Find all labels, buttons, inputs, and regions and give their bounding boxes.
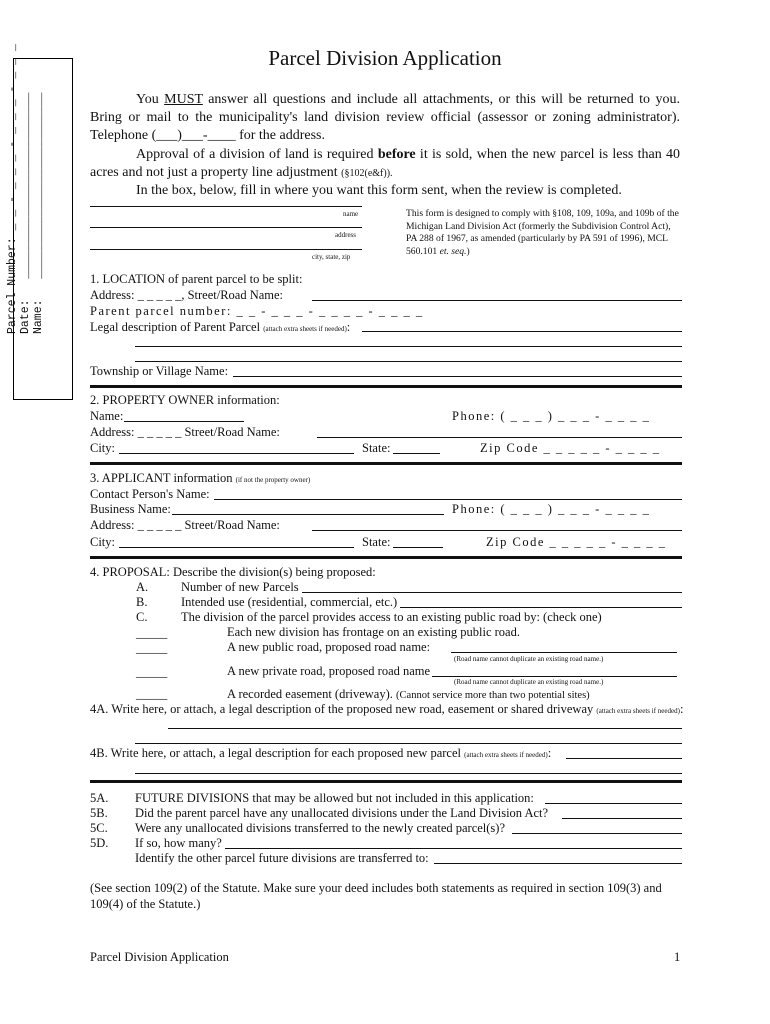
option-easement-label: A recorded easement (driveway). (Cannot service more than two potential sites) bbox=[227, 687, 590, 701]
item-a-letter: A. bbox=[136, 580, 149, 594]
item-c-letter: C. bbox=[136, 610, 148, 624]
5b-label: Did the parent parcel have any unallocated divisions under the Land Division Act? bbox=[135, 806, 549, 820]
public-road-note: (Road name cannot duplicate an existing road name.) bbox=[454, 655, 604, 663]
applicant-state-field[interactable] bbox=[393, 547, 443, 548]
address-label: address bbox=[335, 231, 356, 239]
5a-field[interactable] bbox=[545, 803, 682, 804]
private-road-note: (Road name cannot duplicate an existing road name.) bbox=[454, 678, 604, 686]
5a-number: 5A. bbox=[90, 791, 109, 805]
compliance-note: This form is designed to comply with §108, 109, 109a, and 109b of the Michigan Land Division Act (formerly the Subdivision Control Act), PA 288 of 1967, as amended (particularly by PA 591 of 1996), MCL 560.101 et. seq.) bbox=[406, 208, 679, 257]
footer-label: Parcel Division Application bbox=[90, 950, 229, 964]
intro-paragraph-2: Approval of a division of land is required before it is sold, when the new parcel is less than 40 acres and not just a property line adjustment (§102(e&f)). bbox=[90, 147, 681, 180]
item-c-label: The division of the parcel provides access to an existing public road by: (check one) bbox=[181, 610, 602, 624]
name-field[interactable] bbox=[90, 206, 362, 207]
item-a-label: Number of new Parcels bbox=[181, 580, 299, 594]
business-label: Business Name: bbox=[90, 502, 171, 516]
section-4a-label: 4A. Write here, or attach, a legal description of the proposed new road, easement or shared driveway (attach extra sheets if needed): bbox=[90, 702, 684, 716]
section2-heading: 2. PROPERTY OWNER information: bbox=[90, 393, 280, 407]
applicant-zip[interactable]: Zip Code _ _ _ _ _ - _ _ _ _ bbox=[486, 535, 667, 549]
address-field[interactable] bbox=[90, 227, 362, 228]
owner-name-field[interactable] bbox=[124, 421, 244, 422]
section1-street-field[interactable] bbox=[312, 300, 682, 301]
transferred-to-label: Identify the other parcel future divisions are transferred to: bbox=[135, 851, 429, 865]
public-road-name-field[interactable] bbox=[451, 652, 677, 653]
private-road-name-field[interactable] bbox=[432, 676, 677, 677]
owner-phone[interactable]: Phone: ( _ _ _ ) _ _ _ - _ _ _ _ bbox=[452, 409, 651, 423]
business-field[interactable] bbox=[172, 514, 444, 515]
parcel-number-line[interactable]: Parcel Number: _ _ - _ _ _ - _ _ _ - _ _ _ bbox=[6, 44, 19, 334]
statute-note: (See section 109(2) of the Statute. Make sure your deed includes both statements as required in section 109(3) and 109(4) of the Statute.) bbox=[90, 881, 662, 911]
5b-number: 5B. bbox=[90, 806, 108, 820]
checkbox-frontage[interactable]: _____ bbox=[136, 626, 168, 640]
checkbox-easement[interactable]: _____ bbox=[136, 687, 168, 701]
checkbox-private-road[interactable]: _____ bbox=[136, 665, 168, 679]
owner-street-field[interactable] bbox=[317, 437, 682, 438]
page-number: 1 bbox=[674, 950, 681, 964]
section-divider bbox=[90, 462, 682, 465]
section-4a-field-2[interactable] bbox=[135, 743, 682, 744]
applicant-state-label: State: bbox=[362, 535, 391, 549]
section-divider bbox=[90, 556, 682, 559]
parent-parcel-number[interactable]: Parent parcel number: _ _ - _ _ _ - _ _ _ _ - _ _ _ _ bbox=[90, 304, 424, 318]
applicant-address-label: Address: _ _ _ _ _ Street/Road Name: bbox=[90, 518, 280, 532]
city-state-zip-label: city, state, zip bbox=[312, 253, 351, 261]
number-of-parcels-field[interactable] bbox=[302, 592, 682, 593]
date-line[interactable]: Date: ___________________________ bbox=[19, 92, 32, 334]
applicant-street-field[interactable] bbox=[312, 530, 682, 531]
intro-paragraph-1: You MUST answer all questions and include all attachments, or this will be returned to you. Bring or mail to the municipality's land division review official (assessor or zoning administrator). Telephone (___)___-____ for the address. bbox=[90, 92, 680, 143]
section3-heading: 3. APPLICANT information (if not the property owner) bbox=[90, 471, 311, 485]
parcel-info-text bbox=[6, 44, 45, 334]
applicant-city-label: City: bbox=[90, 535, 116, 549]
section1-heading: 1. LOCATION of parent parcel to be split: bbox=[90, 272, 303, 286]
owner-address-label: Address: _ _ _ _ _ Street/Road Name: bbox=[90, 425, 280, 439]
item-b-label: Intended use (residential, commercial, etc.) bbox=[181, 595, 398, 609]
owner-state-label: State: bbox=[362, 441, 391, 455]
contact-label: Contact Person's Name: bbox=[90, 487, 210, 501]
transferred-to-field[interactable] bbox=[434, 863, 682, 864]
legal-description-label: Legal description of Parent Parcel (attach extra sheets if needed): bbox=[90, 320, 351, 334]
intro-paragraph-3: In the box, below, fill in where you want this form sent, when the review is completed. bbox=[136, 183, 622, 198]
owner-city-label: City: bbox=[90, 441, 116, 455]
applicant-city-field[interactable] bbox=[119, 547, 354, 548]
page-title: Parcel Division Application bbox=[268, 46, 502, 70]
5b-field[interactable] bbox=[562, 818, 682, 819]
owner-city-field[interactable] bbox=[119, 453, 354, 454]
section-divider bbox=[90, 780, 682, 783]
legal-description-field-1[interactable] bbox=[362, 331, 682, 332]
5d-label: If so, how many? bbox=[135, 836, 222, 850]
name-label: name bbox=[343, 210, 359, 218]
option-frontage-label: Each new division has frontage on an existing public road. bbox=[227, 625, 520, 639]
applicant-phone[interactable]: Phone: ( _ _ _ ) _ _ _ - _ _ _ _ bbox=[452, 502, 651, 516]
legal-description-field-3[interactable] bbox=[135, 361, 682, 362]
section-4a-field-1[interactable] bbox=[168, 728, 682, 729]
section-4b-field-2[interactable] bbox=[135, 773, 682, 774]
item-b-letter: B. bbox=[136, 595, 148, 609]
contact-field[interactable] bbox=[214, 499, 682, 500]
5d-field[interactable] bbox=[225, 848, 682, 849]
intended-use-field[interactable] bbox=[400, 607, 682, 608]
5c-label: Were any unallocated divisions transferred to the newly created parcel(s)? bbox=[135, 821, 506, 835]
owner-zip[interactable]: Zip Code _ _ _ _ _ - _ _ _ _ bbox=[480, 441, 661, 455]
section1-address-label: Address: _ _ _ _ _, Street/Road Name: bbox=[90, 288, 284, 302]
name-line[interactable]: Name: ___________________________ bbox=[32, 92, 45, 334]
section-divider bbox=[90, 385, 682, 388]
section4-heading: 4. PROPOSAL: Describe the division(s) being proposed: bbox=[90, 565, 376, 579]
city-state-zip-field[interactable] bbox=[90, 249, 362, 250]
legal-description-field-2[interactable] bbox=[135, 346, 682, 347]
owner-state-field[interactable] bbox=[393, 453, 440, 454]
township-field[interactable] bbox=[233, 376, 682, 377]
5c-field[interactable] bbox=[512, 833, 682, 834]
section-4b-label: 4B. Write here, or attach, a legal description for each proposed new parcel (attach extra sheets if needed): bbox=[90, 746, 552, 760]
section-4b-field-1[interactable] bbox=[566, 758, 682, 759]
5d-number: 5D. bbox=[90, 836, 109, 850]
5a-label: FUTURE DIVISIONS that may be allowed but not included in this application: bbox=[135, 791, 534, 805]
township-label: Township or Village Name: bbox=[90, 364, 229, 378]
option-private-road-label: A new private road, proposed road name bbox=[227, 664, 431, 678]
checkbox-public-road[interactable]: _____ bbox=[136, 641, 168, 655]
owner-name-label: Name: bbox=[90, 409, 124, 423]
option-public-road-label: A new public road, proposed road name: bbox=[227, 640, 431, 654]
5c-number: 5C. bbox=[90, 821, 108, 835]
